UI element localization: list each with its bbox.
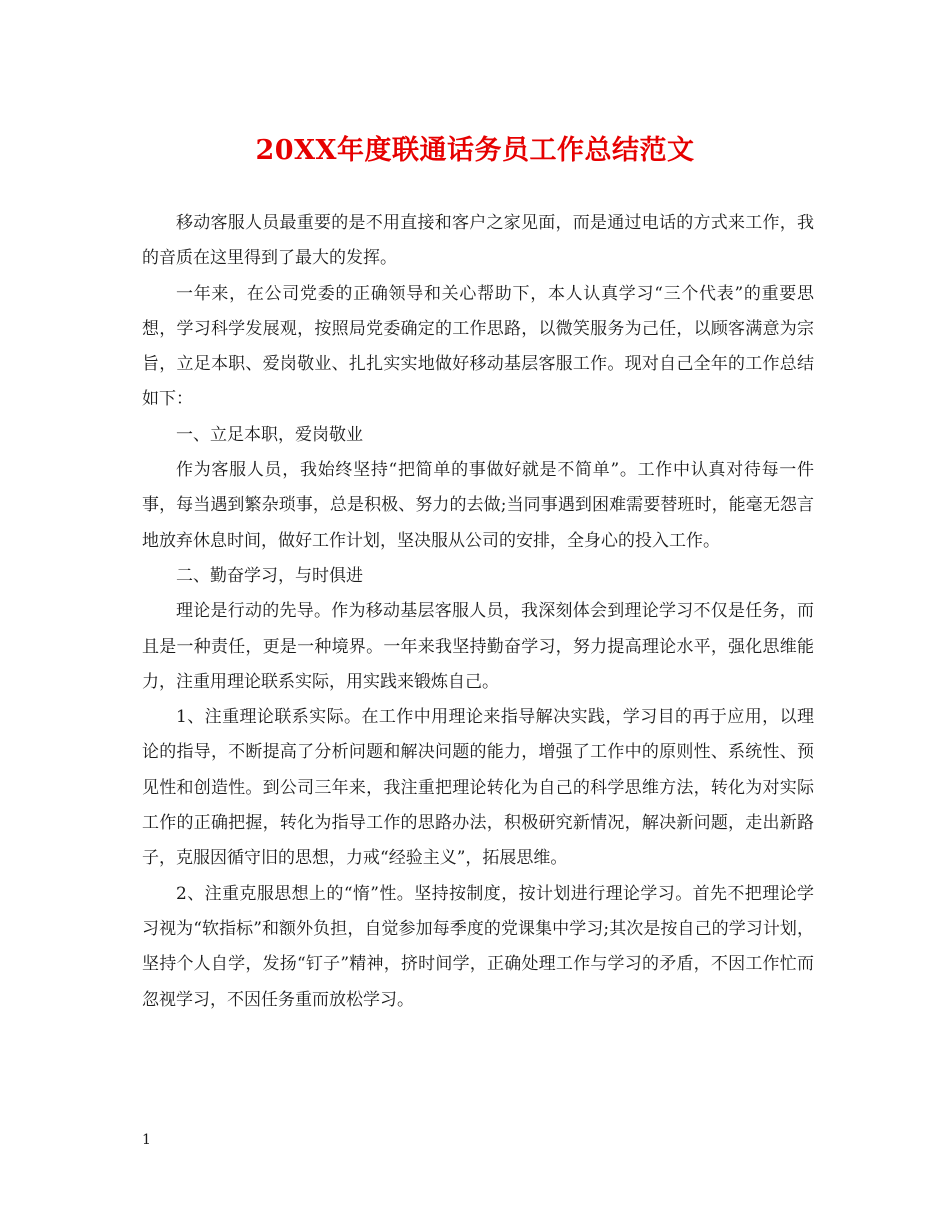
paragraph-section-1: 作为客服人员，我始终坚持“把简单的事做好就是不简单”。工作中认真对待每一件事，每当遇到繁杂琐事，总是积极、努力的去做;当同事遇到困难需要替班时，能毫无怨言地放弃休息时间，做好工作计划，坚决服从公司的安排，全身心的投入工作。 <box>142 460 814 551</box>
paragraph-point-2: 2、注重克服思想上的“惰”性。坚持按制度，按计划进行理论学习。首先不把理论学习视为“软指标”和额外负担，自觉参加每季度的党课集中学习;其次是按自己的学习计划，坚持个人自学，发扬“钉子”精神，挤时间学，正确处理工作与学习的矛盾，不因工作忙而忽视学习，不因任务重而放松学习。 <box>142 883 814 1010</box>
document-body <box>142 206 814 1018</box>
paragraph-section-2: 理论是行动的先导。作为移动基层客服人员，我深刻体会到理论学习不仅是任务，而且是一种责任，更是一种境界。一年来我坚持勤奋学习，努力提高理论水平，强化思维能力，注重用理论联系实际，用实践来锻炼自己。 <box>142 601 814 692</box>
section-heading-2: 二、勤奋学习，与时俱进 <box>176 565 363 586</box>
paragraph-intro: 移动客服人员最重要的是不用直接和客户之家见面，而是通过电话的方式来工作，我的音质在这里得到了最大的发挥。 <box>142 213 814 269</box>
paragraph-point-1: 1、注重理论联系实际。在工作中用理论来指导解决实践，学习目的再于应用，以理论的指导，不断提高了分析问题和解决问题的能力，增强了工作中的原则性、系统性、预见性和创造性。到公司三年来，我注重把理论转化为自己的科学思维方法，转化为对实际工作的正确把握，转化为指导工作的思路办法，积极研究新情况，解决新问题，走出新路子，克服因循守旧的思想，力戒“经验主义”，拓展思维。 <box>142 707 814 869</box>
paragraph-summary: 一年来，在公司党委的正确领导和关心帮助下，本人认真学习“三个代表”的重要思想，学习科学发展观，按照局党委确定的工作思路，以微笑服务为己任，以顾客满意为宗旨，立足本职、爱岗敬业、扎扎实实地做好移动基层客服工作。现对自己全年的工作总结如下： <box>142 283 814 410</box>
document-title: 20XX年度联通话务员工作总结范文 <box>255 135 695 166</box>
section-heading-1: 一、立足本职，爱岗敬业 <box>176 424 363 445</box>
page-number: 1 <box>142 1132 151 1148</box>
